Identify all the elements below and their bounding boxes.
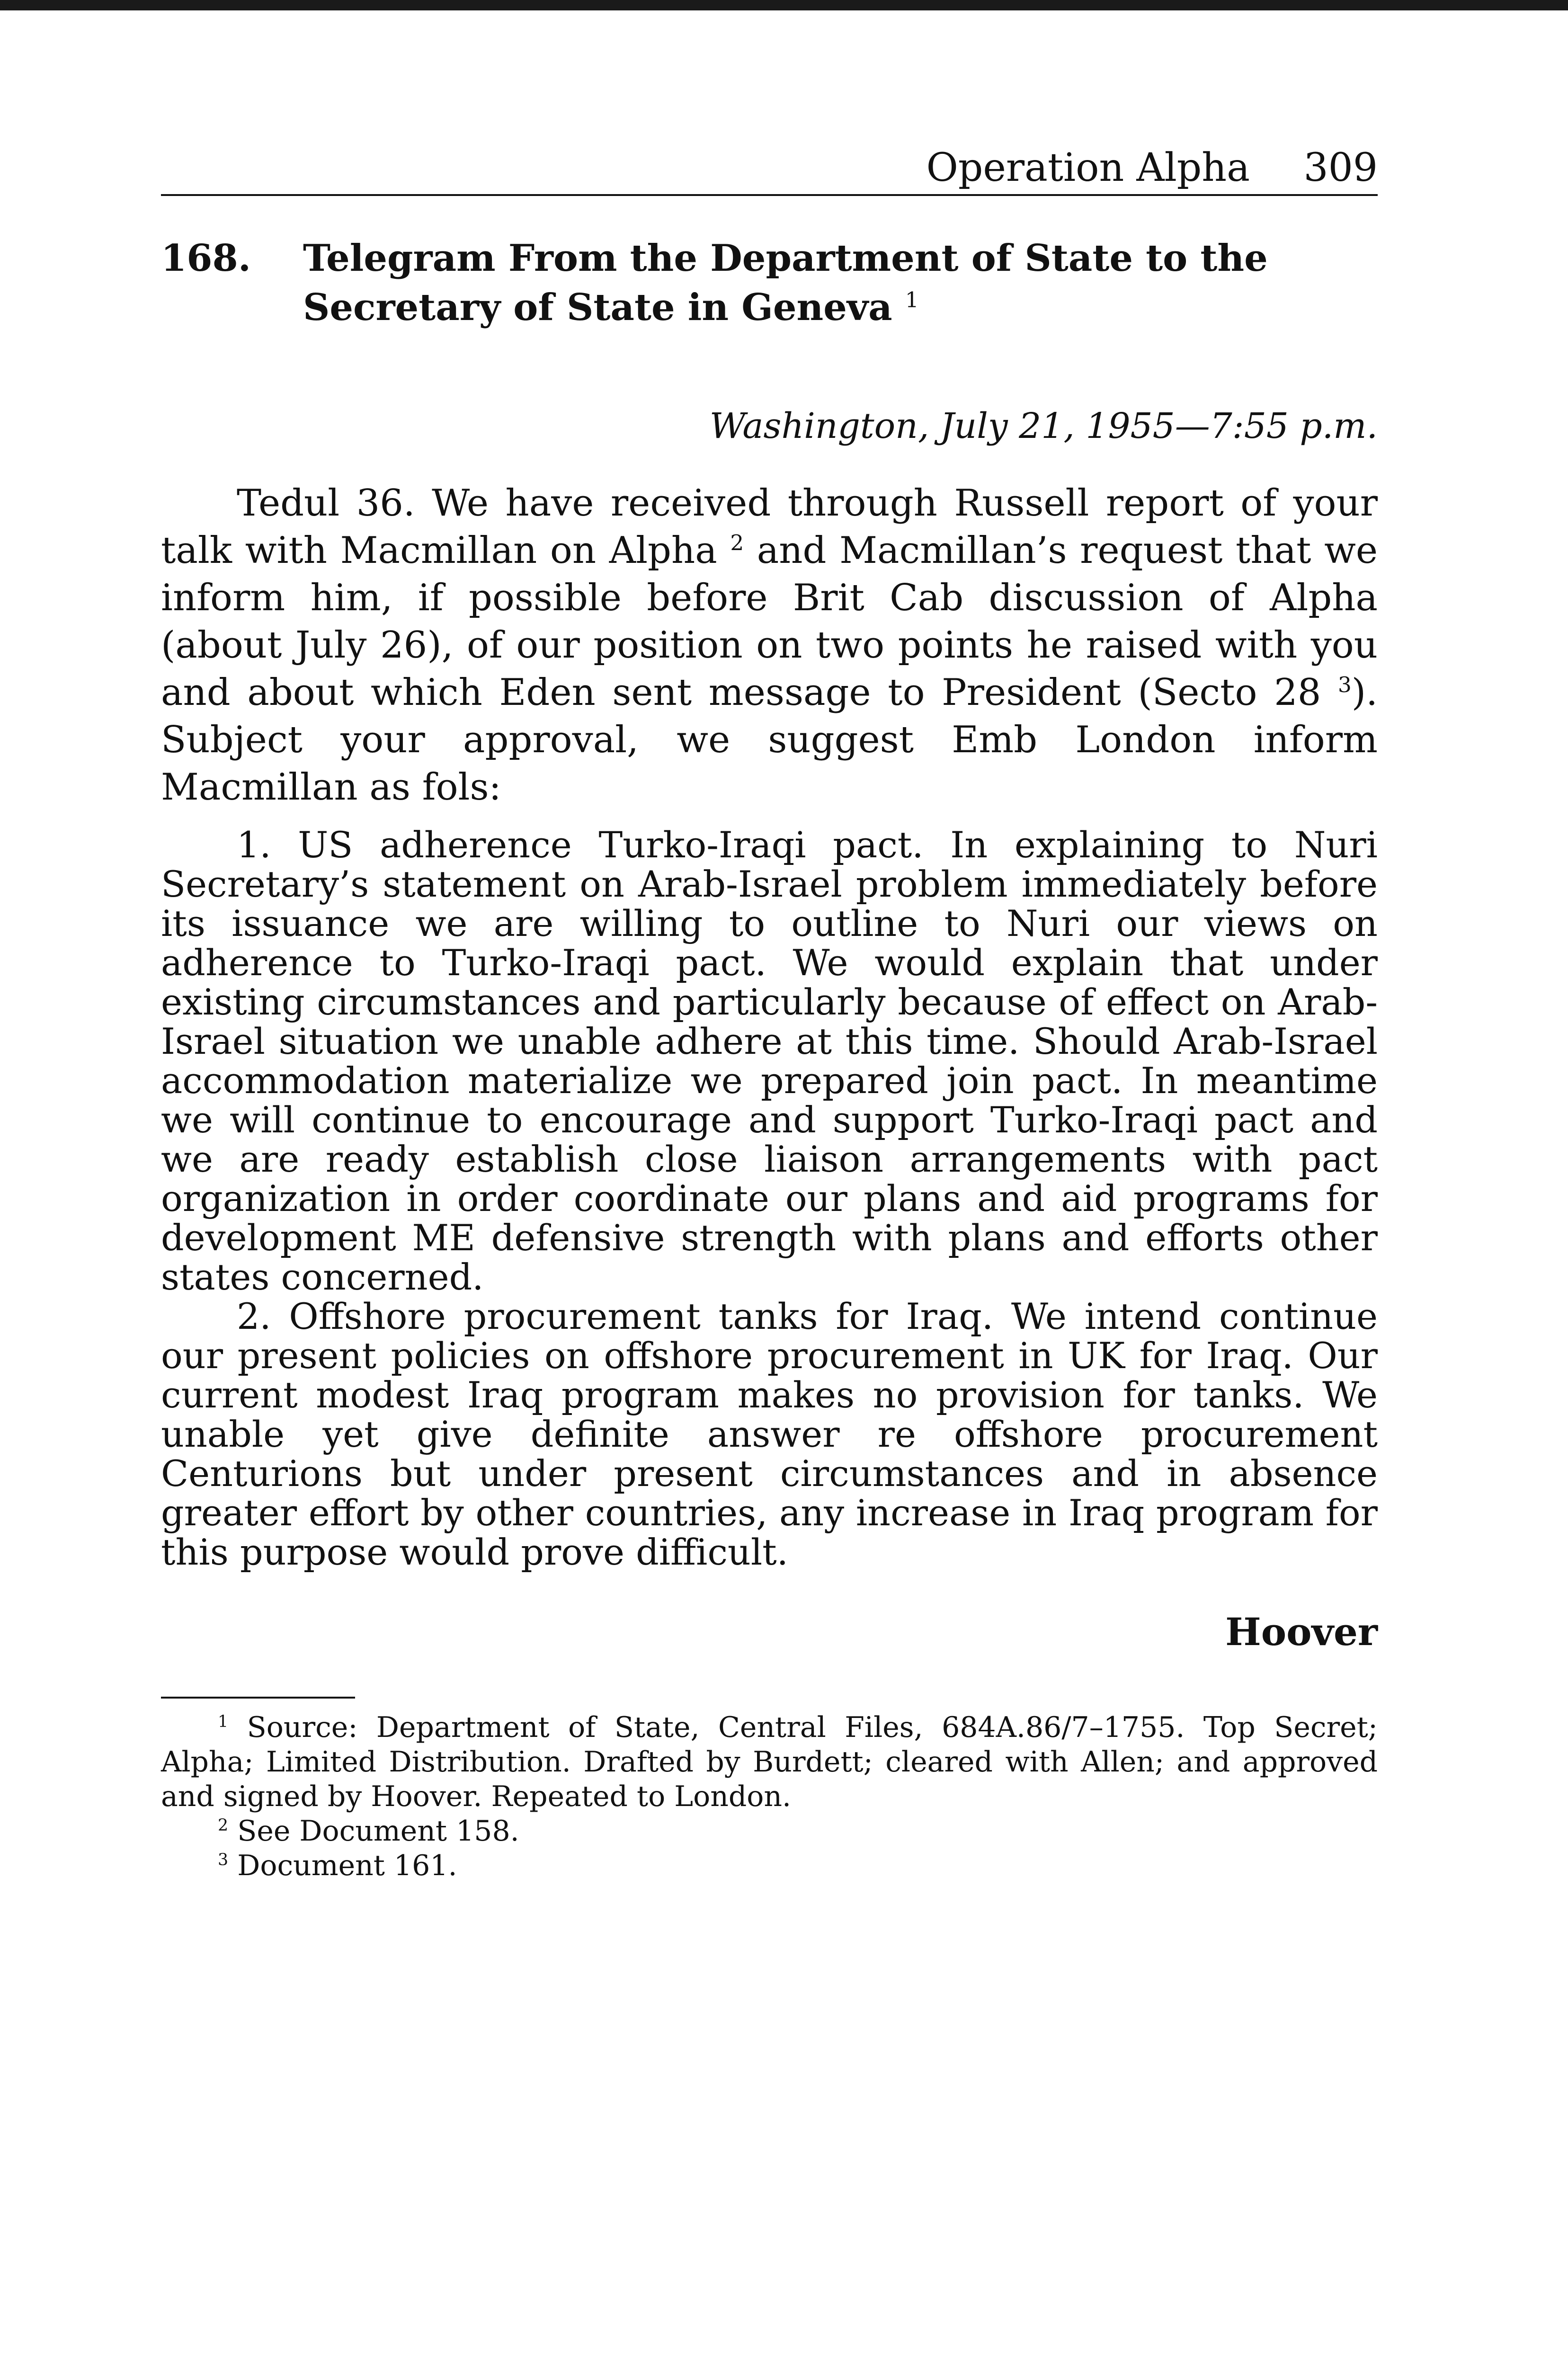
- intro-text-c: ). Subject your approval, we suggest Emb London inform Macmillan as fols:: [161, 671, 1378, 809]
- document-heading: [161, 234, 1378, 332]
- paragraph-intro: [161, 480, 1378, 811]
- intro-text-a: Tedul 36. We have received through Russell report of your talk with Macmillan on Alpha: [161, 482, 1378, 572]
- footnote-ref-2: 2: [730, 530, 744, 555]
- running-head: [161, 142, 1378, 196]
- telegram-body: [161, 480, 1378, 811]
- footnote-ref-3: 3: [1337, 672, 1352, 697]
- footnotes: [161, 1710, 1378, 1883]
- footnote-marker: 3: [218, 1851, 229, 1869]
- footnote-3: [161, 1849, 1378, 1883]
- footnote-1: [161, 1710, 1378, 1814]
- page-number: 309: [1303, 145, 1378, 190]
- numbered-points: [161, 825, 1378, 1572]
- footnote-text: Document 161.: [237, 1849, 457, 1882]
- point-2: 2. Offshore procurement tanks for Iraq. We intend continue our present policies on offshore procurement in UK for Iraq. Our current modest Iraq program makes no provision for tanks. We unable yet give definite answer re offshore procurement Centurions but under present circumstances and in absence greater effort by other countries, any increase in Iraq program for this purpose would prove difficult.: [161, 1295, 1378, 1573]
- signature: Hoover: [1225, 1610, 1378, 1654]
- footnote-marker: 1: [218, 1712, 229, 1731]
- document-page: [161, 142, 1378, 1883]
- intro-text-b: and Macmillan’s request that we inform him, if possible before Brit Cab discussion of Alpha (about July 26), of our position on two points he raised with you and about which Eden sent message to President (Secto 28: [161, 529, 1378, 714]
- footnote-rule: [161, 1697, 355, 1699]
- document-number: 168.: [161, 237, 251, 280]
- scan-top-edge: [0, 0, 1568, 10]
- running-head-title: Operation Alpha: [926, 145, 1250, 190]
- document-title-text: Telegram From the Department of State to the Secretary of State in Geneva: [303, 237, 1268, 329]
- footnote-2: [161, 1814, 1378, 1849]
- footnote-marker: 2: [218, 1816, 229, 1835]
- footnote-text: Source: Department of State, Central Files, 684A.86/7–1755. Top Secret; Alpha; Limited Distribution. Drafted by Burdett; cleared with Allen; and approved and signed by Hoover. Repeated to London.: [161, 1711, 1378, 1813]
- point-1: 1. US adherence Turko-Iraqi pact. In explaining to Nuri Secretary’s statement on Arab-Israel problem immediately before its issuance we are willing to outline to Nuri our views on adherence to Turko-Iraqi pact. We would explain that under existing circumstances and particularly because of effect on Arab-Israel situation we unable adhere at this time. Should Arab-Israel accommodation materialize we prepared join pact. In meantime we will continue to encourage and support Turko-Iraqi pact and we are ready establish close liaison arrangements with pact organization in order coordinate our plans and aid programs for development ME defensive strength with plans and efforts other states concerned.: [161, 824, 1378, 1298]
- dateline: Washington, July 21, 1955—7:55 p.m.: [709, 406, 1378, 446]
- footnote-text: See Document 158.: [237, 1815, 519, 1848]
- footnote-ref-1: 1: [905, 287, 919, 312]
- document-title: [303, 234, 1378, 332]
